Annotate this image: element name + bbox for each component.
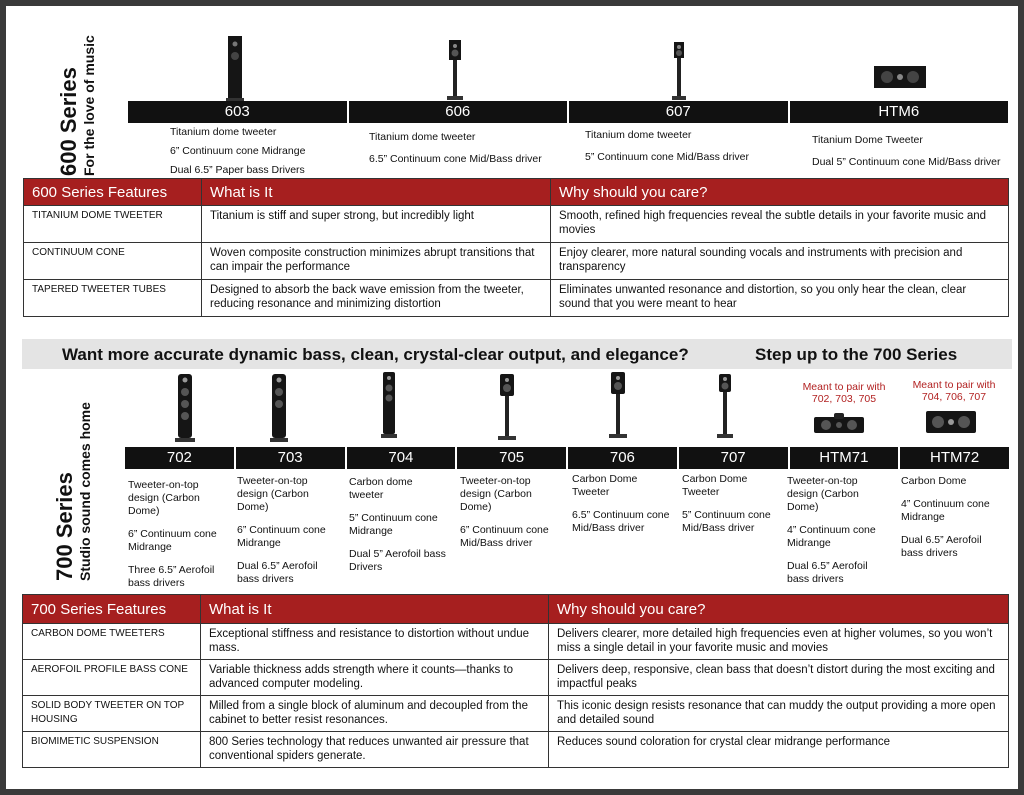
specs-htm71 (787, 475, 887, 591)
spec-item: Carbon Dome Tweeter (572, 473, 638, 498)
specs-htm72 (901, 475, 1006, 565)
series-600-title-block (58, 35, 96, 176)
what-cell: Titanium is stiff and super strong, but incredibly light (202, 206, 551, 243)
spec-item: Dual 6.5” Aerofoil bass drivers (901, 534, 982, 559)
speaker-606-image (447, 40, 463, 100)
spec-item: 6” Continuum cone Midrange (128, 528, 217, 553)
series-700-model-bar (125, 447, 1009, 469)
column-header: What is It (201, 595, 549, 624)
table-header-row (24, 179, 1009, 206)
column-header: What is It (202, 179, 551, 206)
spec-item: 6.5” Continuum cone Mid/Bass driver (572, 509, 670, 534)
specs-703 (237, 475, 337, 591)
column-header: 700 Series Features (23, 595, 201, 624)
series-600-title: 600 Series (56, 67, 81, 176)
series-700-title: 700 Series (52, 472, 77, 581)
feature-cell: TITANIUM DOME TWEETER (24, 206, 202, 243)
spec-item: 6.5” Continuum cone Mid/Bass driver (369, 153, 542, 165)
what-cell: 800 Series technology that reduces unwanted air pressure that conventional spiders generate. (201, 732, 549, 768)
spec-item: 6” Continuum cone Mid/Bass driver (460, 524, 549, 549)
spec-item: Dual 6.5” Paper bass Drivers (170, 164, 305, 176)
model-label-htm71: HTM71 (790, 447, 901, 469)
spec-item: Tweeter-on-top design (Carbon Dome) (787, 475, 859, 513)
spec-item: Three 6.5” Aerofoil bass drivers (128, 564, 215, 589)
pairing-note-htm72: Meant to pair with 704, 706, 707 (912, 379, 996, 403)
specs-606 (369, 131, 569, 171)
spec-item: Titanium Dome Tweeter (812, 134, 923, 146)
specs-704 (349, 476, 449, 579)
table-header-row (23, 595, 1009, 624)
feature-cell: SOLID BODY TWEETER ON TOP HOUSING (23, 696, 201, 732)
what-cell: Variable thickness adds strength where it counts—thanks to advanced computer modeling. (201, 660, 549, 696)
table-row (24, 280, 1009, 317)
model-label-603: 603 (128, 101, 349, 123)
column-header: Why should you care? (549, 595, 1009, 624)
table-row (23, 660, 1009, 696)
specs-603 (170, 126, 350, 182)
model-label-705: 705 (457, 447, 568, 469)
banner-left-text: Want more accurate dynamic bass, clean, crystal-clear output, and elegance? (62, 345, 689, 364)
feature-cell: CONTINUUM CONE (24, 243, 202, 280)
spec-item: 5” Continuum cone Mid/Bass driver (682, 509, 771, 534)
what-cell: Milled from a single block of aluminum and decoupled from the cabinet to better resist resonances. (201, 696, 549, 732)
speaker-htm72-image (926, 411, 976, 433)
spec-item: Titanium dome tweeter (170, 126, 277, 138)
feature-cell: AEROFOIL PROFILE BASS CONE (23, 660, 201, 696)
why-cell: Reduces sound coloration for crystal clear midrange performance (549, 732, 1009, 768)
banner-right-text: Step up to the 700 Series (755, 345, 958, 364)
speaker-htm71-image (814, 413, 864, 433)
speaker-603-image (226, 36, 244, 102)
model-label-702: 702 (125, 447, 236, 469)
spec-item: Dual 6.5” Aerofoil bass drivers (237, 560, 318, 585)
specs-607 (585, 129, 785, 169)
why-cell: This iconic design resists resonance that can muddy the output providing a more open and detailed sound (549, 696, 1009, 732)
model-label-607: 607 (569, 101, 790, 123)
speaker-607-image (672, 42, 686, 100)
why-cell: Eliminates unwanted resonance and distortion, so you only hear the clean, clear sound that you were meant to hear (551, 280, 1009, 317)
spec-item: Dual 5” Aerofoil bass Drivers (349, 548, 446, 573)
series-600-model-bar (128, 101, 1008, 123)
model-label-htm6: HTM6 (878, 103, 920, 120)
series-700-features-table (22, 594, 1009, 768)
spec-item: 4” Continuum cone Midrange (901, 498, 990, 523)
spec-item: Titanium dome tweeter (369, 131, 476, 143)
feature-cell: TAPERED TWEETER TUBES (24, 280, 202, 317)
specs-706 (572, 473, 672, 540)
spec-item: 4” Continuum cone Midrange (787, 524, 876, 549)
table-row (23, 696, 1009, 732)
model-label-706: 706 (568, 447, 679, 469)
specs-707 (682, 473, 782, 540)
spec-item: 5” Continuum cone Midrange (349, 512, 438, 537)
table-row (24, 243, 1009, 280)
spec-item: Tweeter-on-top design (Carbon Dome) (460, 475, 532, 513)
spec-item: 6” Continuum cone Midrange (170, 145, 306, 157)
speaker-704-image (381, 372, 397, 438)
why-cell: Enjoy clearer, more natural sounding vocals and instruments with precision and transparency (551, 243, 1009, 280)
spec-item: Dual 5” Continuum cone Mid/Bass driver (812, 156, 1001, 168)
spec-item: Dual 6.5” Aerofoil bass drivers (787, 560, 868, 585)
model-label-707: 707 (679, 447, 790, 469)
feature-cell: CARBON DOME TWEETERS (23, 624, 201, 660)
specs-702 (128, 479, 228, 595)
what-cell: Designed to absorb the back wave emission from the tweeter, reducing resonance and minimizing distortion (202, 280, 551, 317)
series-700-subtitle: Studio sound comes home (77, 402, 93, 581)
table-row (24, 206, 1009, 243)
why-cell: Delivers clearer, more detailed high frequencies even at higher volumes, so you won’t miss a single detail in your favorite music and movies (549, 624, 1009, 660)
series-700-title-block (54, 402, 92, 581)
what-cell: Exceptional stiffness and resistance to distortion without undue mass. (201, 624, 549, 660)
spec-item: Carbon Dome (901, 475, 967, 487)
spec-item: Carbon Dome Tweeter (682, 473, 748, 498)
specs-705 (460, 475, 560, 555)
spec-item: 6” Continuum cone Midrange (237, 524, 326, 549)
model-label-704: 704 (347, 447, 458, 469)
speaker-706-image (609, 372, 627, 438)
series-600-subtitle: For the love of music (81, 35, 97, 176)
upgrade-banner (22, 339, 1012, 369)
spec-item: Tweeter-on-top design (Carbon Dome) (128, 479, 200, 517)
spec-item: Carbon dome tweeter (349, 476, 413, 501)
model-label-606: 606 (349, 101, 570, 123)
model-label-703: 703 (236, 447, 347, 469)
feature-cell: BIOMIMETIC SUSPENSION (23, 732, 201, 768)
speaker-705-image (498, 374, 516, 440)
column-header: 600 Series Features (24, 179, 202, 206)
speaker-703-image (270, 374, 288, 442)
what-cell: Woven composite construction minimizes abrupt transitions that can impair the performance (202, 243, 551, 280)
series-600-features-table (23, 178, 1009, 317)
column-header: Why should you care? (551, 179, 1009, 206)
spec-sheet-page (6, 6, 1018, 789)
spec-item: Titanium dome tweeter (585, 129, 692, 141)
table-row (23, 732, 1009, 768)
speaker-htm6-image (874, 66, 926, 88)
speaker-707-image (717, 374, 733, 438)
specs-htm6 (812, 134, 1012, 174)
speaker-702-image (175, 374, 195, 442)
table-row (23, 624, 1009, 660)
why-cell: Smooth, refined high frequencies reveal the subtle details in your favorite music and movies (551, 206, 1009, 243)
why-cell: Delivers deep, responsive, clean bass that doesn’t distort during the most exciting and impactful peaks (549, 660, 1009, 696)
spec-item: 5” Continuum cone Mid/Bass driver (585, 151, 749, 163)
model-label-htm72: HTM72 (930, 449, 980, 466)
pairing-note-htm71: Meant to pair with 702, 703, 705 (802, 381, 886, 405)
spec-item: Tweeter-on-top design (Carbon Dome) (237, 475, 309, 513)
